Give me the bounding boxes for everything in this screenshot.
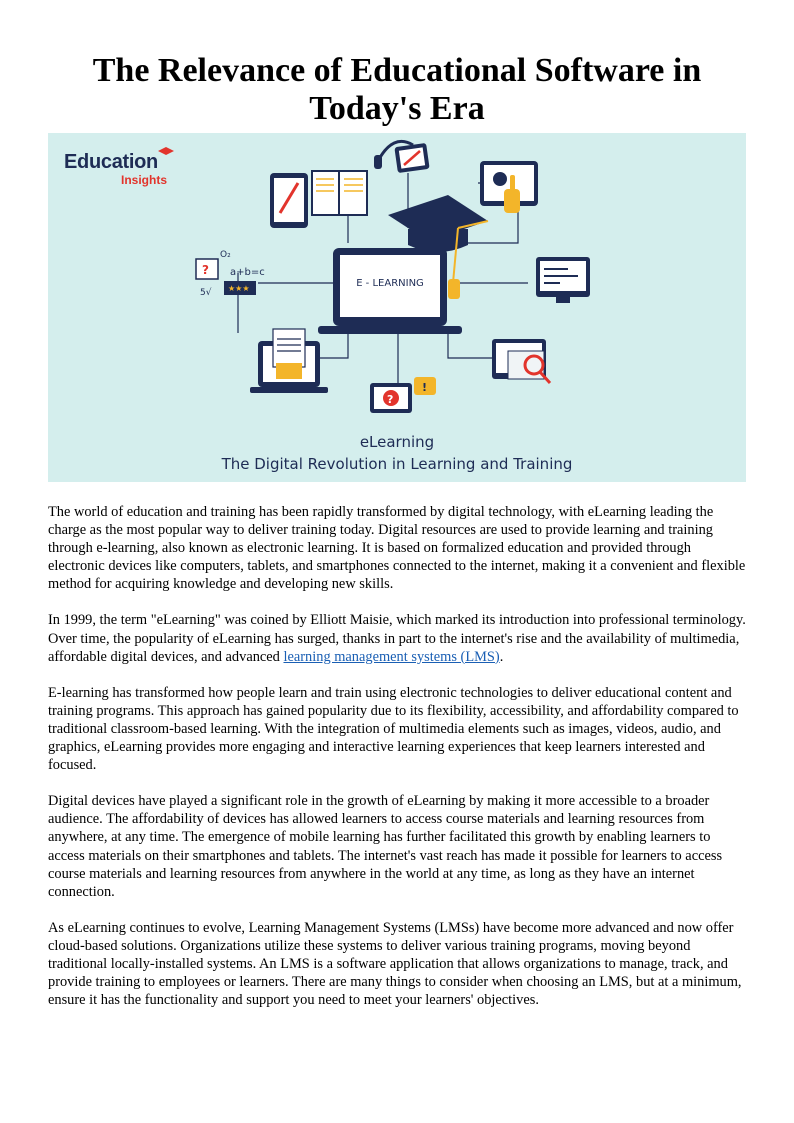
lms-link[interactable]: learning management systems (LMS)	[283, 648, 500, 665]
hero-caption-subtitle: The Digital Revolution in Learning and Training	[221, 455, 573, 473]
brand-logo-text: Education	[64, 151, 158, 173]
logo-hat-icon	[158, 147, 174, 155]
svg-text:?: ?	[387, 393, 394, 406]
help-chat-icon	[370, 377, 436, 413]
tablet-notebook-icon	[270, 171, 367, 228]
laptop-screen-icon	[318, 248, 462, 334]
search-browser-icon	[492, 339, 550, 383]
svg-text:O₂: O₂	[220, 250, 231, 260]
brand-logo-subtext: Insights	[121, 173, 168, 187]
paragraph-2-end: .	[499, 648, 504, 665]
paragraph-1: The world of education and training has been rapidly transformed by digital technology, with eLearning leading the charge as the most popular way to deliver training today. Digital resources are used to provide learning and training through e-learning, also known as electronic learning. It is based on formalized education and provided through electronic devices like computers, tablets, and smartphones connected to the internet, making it a convenient and flexible method for acquiring knowledge and developing new skills.	[48, 504, 746, 593]
headset-tablet-icon	[374, 141, 430, 173]
svg-text:?: ?	[202, 263, 209, 277]
paragraph-3: E-learning has transformed how people learn and train using electronic technologies to deliver educational content and training programs. This approach has gained popularity due to its flexibility, accessibility, and affordability compared to traditional classroom-based learning. With the integration of multimedia elements such as images, videos, audio, and graphics, eLearning provides more engaging and interactive learning experiences that keep learners interested and focused.	[48, 684, 739, 774]
svg-text:★★★: ★★★	[228, 284, 250, 293]
svg-text:!: !	[422, 381, 428, 394]
monitor-code-icon	[536, 257, 590, 303]
article-body	[48, 503, 748, 1027]
paragraph-2	[48, 611, 748, 665]
hero-caption-title: eLearning	[359, 433, 435, 451]
laptop-document-icon	[250, 329, 328, 393]
paragraph-5: As eLearning continues to evolve, Learning Management Systems (LMSs) have become more advanced and now offer cloud-based solutions. Organizations utilize these systems to deliver various training programs, moving beyond traditional locally-installed systems. An LMS is a software application that allows organizations to manage, track, and provide training to employees or learners. There are many things to consider when choosing an LMS, but at a minimum, ensure it has the functionality and support you need to meet your learners' objectives.	[48, 919, 742, 1009]
paragraph-2-text: In 1999, the term "eLearning" was coined by Elliott Maisie, which marked its introduction into professional terminology. Over time, the popularity of eLearning has surged, thanks in part to the internet's rise and the availability of multimedia, affordable digital devices, and advanced	[48, 612, 746, 665]
touch-screen-icon	[480, 161, 538, 213]
hero-image	[48, 133, 746, 482]
svg-text:a+b=c: a+b=c	[230, 267, 265, 278]
page-title: The Relevance of Educational Software in Today's Era	[92, 52, 702, 127]
quiz-card-icon	[196, 250, 265, 298]
screen-label: E - LEARNING	[356, 278, 424, 289]
svg-text:5√: 5√	[200, 288, 212, 298]
paragraph-4: Digital devices have played a significant role in the growth of eLearning by making it more accessible to a broader audience. The affordability of devices has allowed learners to access course materials and learning resources from anywhere, at any time. The emergence of mobile learning has further facilitated this growth by enabling learners to access materials on their smartphones and tablets. The internet's vast reach has made it possible for learners to access course materials and learning resources from anywhere in the world at any time, as long as they have an internet connection.	[48, 793, 723, 900]
